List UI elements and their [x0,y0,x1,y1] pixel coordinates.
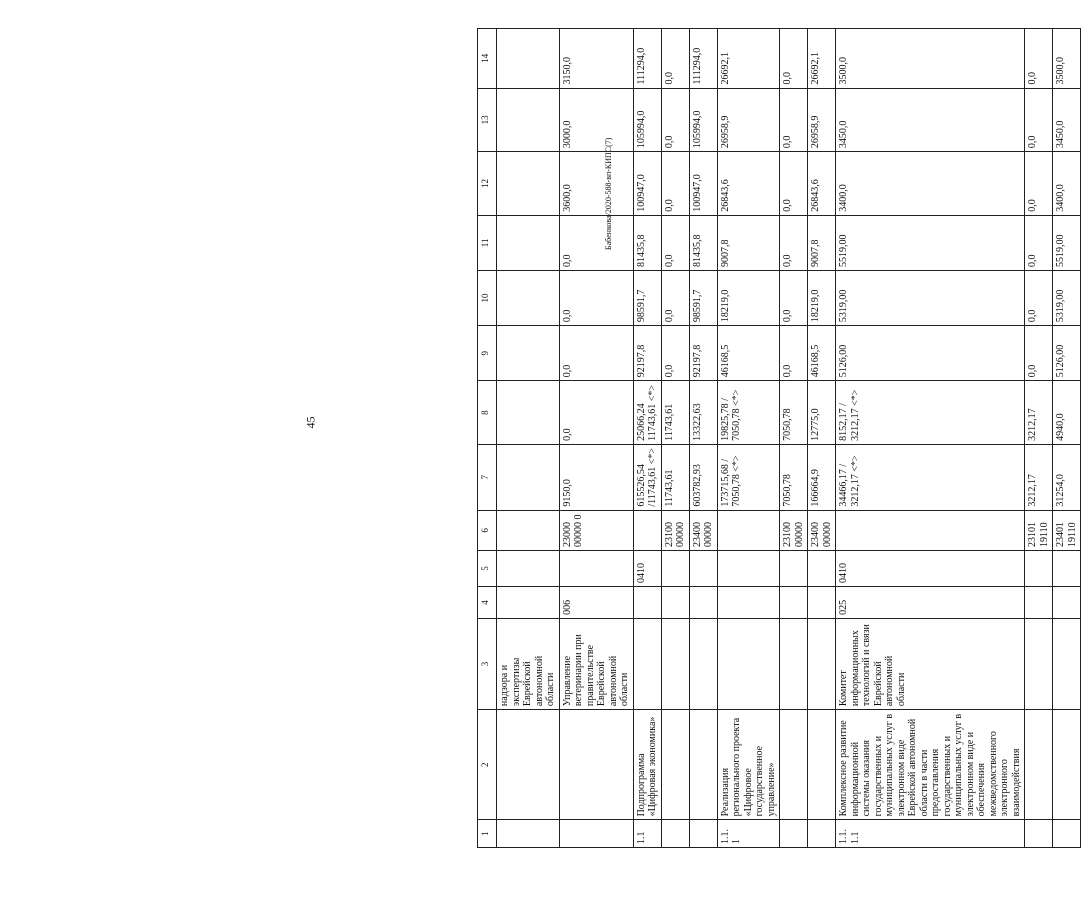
table-cell: 0,0 [780,29,808,89]
table-cell: 3450,0 [836,88,1025,152]
table-cell: 0410 [836,550,1025,586]
table-cell [661,587,689,619]
table-cell: 615526,54 /11743,61 <*> [633,444,661,510]
table-cell [689,820,717,848]
table-cell: 26692,1 [808,29,836,89]
table-cell: 3500,0 [1053,29,1081,89]
table-cell: 0,0 [780,88,808,152]
table-cell: надзора и экспертизы Еврейской автономной области [497,618,560,709]
table-cell: 9150,0 [559,444,633,510]
table-cell: 5126,00 [836,326,1025,381]
column-header-3: 3 [478,618,497,709]
table-cell: 0,0 [661,29,689,89]
table-cell: 1.1. 1.1 [836,820,1025,848]
table-cell [1053,820,1081,848]
table-cell [1025,550,1053,586]
table-cell: 9007,8 [808,215,836,270]
table-cell: 0,0 [780,270,808,325]
table-cell: 111294,0 [633,29,661,89]
table-cell: 12775,0 [808,381,836,445]
table-cell: 26958,9 [717,88,780,152]
column-header-14: 14 [478,29,497,89]
table-cell: 92197,8 [689,326,717,381]
table-cell [497,381,560,445]
table-cell: 26692,1 [717,29,780,89]
table-cell [717,510,780,550]
table-row [559,29,633,848]
table-cell: 100947,0 [689,152,717,216]
table-cell [497,326,560,381]
table-cell [780,550,808,586]
table-cell: 46168,5 [717,326,780,381]
table-cell: 100947,0 [633,152,661,216]
table-cell: 0,0 [780,152,808,216]
table-cell [689,550,717,586]
table-cell: 0410 [633,550,661,586]
table-cell [497,88,560,152]
table-cell: 105994,0 [633,88,661,152]
table-row [661,29,689,848]
table-cell: 11743,61 [661,444,689,510]
table-cell: 9007,8 [717,215,780,270]
table-cell [1025,618,1053,709]
table-cell: 0,0 [661,88,689,152]
table-cell: 11743,61 [661,381,689,445]
table-cell: 23000 00000 0 [559,510,633,550]
table-cell [1053,710,1081,820]
table-cell: 81435,8 [633,215,661,270]
table-cell [1025,587,1053,619]
table-cell: 7050,78 [780,444,808,510]
table-row [633,29,661,848]
table-cell: 603782,93 [689,444,717,510]
table-cell: 3500,0 [836,29,1025,89]
table-cell: 3150,0 [559,29,633,89]
table-cell: 23100 00000 [661,510,689,550]
table-cell [689,618,717,709]
document-code: Бабенкова/2020-588-вп-КИПС(7) [604,137,613,250]
table-cell: 34466,17 / 3212,17 <*> [836,444,1025,510]
table-cell: 23401 19110 [1053,510,1081,550]
column-header-2: 2 [478,710,497,820]
table-cell: 92197,8 [633,326,661,381]
table-cell [689,710,717,820]
table-cell [717,587,780,619]
table-cell [661,710,689,820]
table-cell [497,710,560,820]
column-header-8: 8 [478,381,497,445]
table-cell [497,152,560,216]
table-cell [717,550,780,586]
table-cell [633,510,661,550]
table-cell: 31254,0 [1053,444,1081,510]
table-cell: 5319,00 [836,270,1025,325]
table-cell: 0,0 [780,215,808,270]
table-cell: 3450,0 [1053,88,1081,152]
table-cell: 0,0 [559,215,633,270]
column-header-11: 11 [478,215,497,270]
column-header-4: 4 [478,587,497,619]
table-cell [808,618,836,709]
table-cell [633,618,661,709]
table-cell [717,618,780,709]
table-cell [836,510,1025,550]
table-row [836,29,1025,848]
page-number: 45 [303,416,318,429]
table-cell: 0,0 [559,270,633,325]
table-cell [808,710,836,820]
table-cell: 166664,9 [808,444,836,510]
table-cell: 81435,8 [689,215,717,270]
table-cell [1025,710,1053,820]
column-header-13: 13 [478,88,497,152]
table-cell [497,29,560,89]
table-cell: 98591,7 [689,270,717,325]
table-cell [661,550,689,586]
table-cell [497,587,560,619]
table-cell: Комитет информационных технологий и связи Еврейской автономной области [836,618,1025,709]
table-row [808,29,836,848]
table-cell: 23400 00000 [808,510,836,550]
table-cell [559,710,633,820]
table-cell: 18219,0 [808,270,836,325]
table-row [497,29,560,848]
table-cell: 0,0 [1025,88,1053,152]
table-cell [497,444,560,510]
table-row [1053,29,1081,848]
table-cell: 23100 00000 [780,510,808,550]
column-header-7: 7 [478,444,497,510]
table-cell: 46168,5 [808,326,836,381]
table-cell [808,820,836,848]
table-cell: 8152,17 / 3212,17 <*> [836,381,1025,445]
table-cell: 23400 00000 [689,510,717,550]
table-cell: 3400,0 [1053,152,1081,216]
table-body [497,29,1081,848]
budget-table [477,28,1081,848]
table-cell: 0,0 [661,215,689,270]
table-cell: 3600,0 [559,152,633,216]
table-cell [780,587,808,619]
table-cell [497,215,560,270]
table-cell: 173715,68 / 7050,78 <*> [717,444,780,510]
table-cell: 26843,6 [717,152,780,216]
table-row [717,29,780,848]
table-cell: 5319,00 [1053,270,1081,325]
table-cell [497,550,560,586]
table-cell: 25066,24 11743,61 <*> [633,381,661,445]
column-header-1: 1 [478,820,497,848]
table-cell [497,820,560,848]
table-cell [1053,618,1081,709]
table-cell: 0,0 [559,326,633,381]
table-cell: Подпрограмма «Цифровая экономика» [633,710,661,820]
table-cell: 111294,0 [689,29,717,89]
table-cell: 0,0 [1025,215,1053,270]
table-cell: 18219,0 [717,270,780,325]
table-cell [633,587,661,619]
header-row [478,29,497,848]
column-header-12: 12 [478,152,497,216]
table-cell: 0,0 [661,326,689,381]
table-cell: 3212,17 [1025,381,1053,445]
table-row [689,29,717,848]
table-cell [559,820,633,848]
column-header-5: 5 [478,550,497,586]
table-cell: 3212,17 [1025,444,1053,510]
column-header-6: 6 [478,510,497,550]
table-cell: 0,0 [1025,270,1053,325]
table-cell: 0,0 [559,381,633,445]
table-cell [1053,550,1081,586]
table-cell: 7050,78 [780,381,808,445]
table-cell: 4940,0 [1053,381,1081,445]
table-cell: 5519,00 [836,215,1025,270]
table-cell [661,820,689,848]
table-cell [780,618,808,709]
column-header-10: 10 [478,270,497,325]
table-cell [808,587,836,619]
table-cell: 0,0 [661,270,689,325]
table-cell: 13322,63 [689,381,717,445]
table-cell: 025 [836,587,1025,619]
table-row [1025,29,1053,848]
table-cell: 5126,00 [1053,326,1081,381]
table-cell: 3000,0 [559,88,633,152]
table-cell: 0,0 [780,326,808,381]
table-cell: 105994,0 [689,88,717,152]
table-cell: 5519,00 [1053,215,1081,270]
table-cell: 23101 19110 [1025,510,1053,550]
table-cell: Реализация регионального проекта «Цифровое государственное управление» [717,710,780,820]
table-cell: 1.1. 1 [717,820,780,848]
table-cell [661,618,689,709]
table-cell [780,710,808,820]
table-cell: 26958,9 [808,88,836,152]
column-header-9: 9 [478,326,497,381]
rotated-table-container [477,28,1081,848]
table-cell [559,550,633,586]
table-row [780,29,808,848]
table-cell: 1.1 [633,820,661,848]
table-cell [780,820,808,848]
table-cell: 0,0 [1025,29,1053,89]
table-cell [1025,820,1053,848]
table-cell: 26843,6 [808,152,836,216]
table-cell: 0,0 [1025,326,1053,381]
table-cell: Управление ветеринарии при правительстве Еврейской автономной области [559,618,633,709]
table-cell: 19825,78 / 7050,78 <*> [717,381,780,445]
table-cell: 3400,0 [836,152,1025,216]
table-cell: 0,0 [661,152,689,216]
table-cell [689,587,717,619]
table-cell [1053,587,1081,619]
table-cell [808,550,836,586]
table-cell: 006 [559,587,633,619]
table-cell: 98591,7 [633,270,661,325]
table-cell: 0,0 [1025,152,1053,216]
table-cell [497,270,560,325]
table-cell: Комплексное развитие информационной системы оказания государственных и муниципальных услуг в электронном виде Еврейской автономной области в части предоставления государственных и муниципальных услуг в электронном виде и обеспечения межведомственного электронного взаимодействия [836,710,1025,820]
table-cell [497,510,560,550]
